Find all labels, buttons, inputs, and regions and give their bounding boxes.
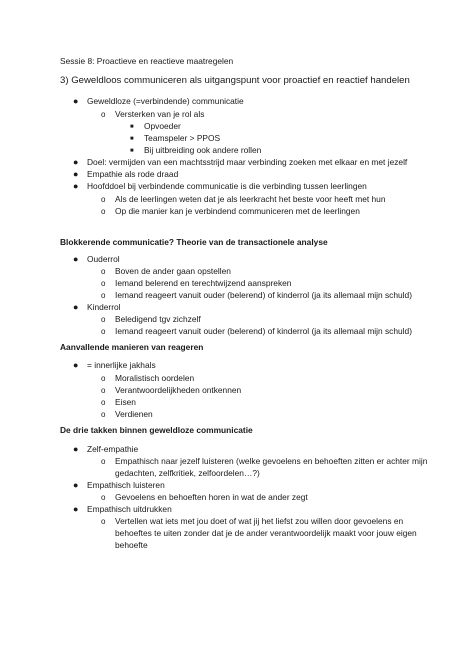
circle-bullet-icon: o — [101, 374, 106, 383]
list-item: Verantwoordelijkheden ontkennen — [115, 385, 242, 395]
list-item: Empathisch uitdrukken — [87, 504, 172, 514]
circle-bullet-icon: o — [101, 398, 106, 407]
list-item: Hoofddoel bij verbindende communicatie is die verbinding tussen leerlingen — [87, 181, 367, 191]
circle-bullet-icon: o — [101, 493, 106, 502]
list-item: Moralistisch oordelen — [115, 373, 195, 383]
bullet-icon: ● — [73, 169, 79, 179]
circle-bullet-icon: o — [101, 279, 106, 288]
circle-bullet-icon: o — [101, 207, 106, 216]
session-title: Sessie 8: Proactieve en reactieve maatregelen — [60, 56, 234, 66]
list-item: Gevoelens en behoeften horen in wat de ander zegt — [115, 492, 308, 502]
circle-bullet-icon: o — [101, 291, 106, 300]
bullet-icon: ● — [73, 444, 79, 454]
circle-bullet-icon: o — [101, 110, 106, 119]
section-heading: De drie takken binnen geweldloze communicatie — [60, 425, 253, 435]
list-item: Iemand reageert vanuit ouder (belerend) of kinderrol (ja its allemaal mijn schuld) — [115, 290, 412, 300]
list-item-continuation: behoeftes te uiten zonder dat je de ander verantwoordelijk maakt voor jouw eigen — [115, 528, 417, 538]
list-item: Empathie als rode draad — [87, 169, 179, 179]
circle-bullet-icon: o — [101, 315, 106, 324]
list-item: Ouderrol — [87, 254, 120, 264]
list-item: Kinderrol — [87, 302, 121, 312]
circle-bullet-icon: o — [101, 267, 106, 276]
circle-bullet-icon: o — [101, 327, 106, 336]
bullet-icon: ● — [73, 157, 79, 167]
circle-bullet-icon: o — [101, 457, 106, 466]
list-item: Doel: vermijden van een machtsstrijd maar verbinding zoeken met elkaar en met jezelf — [87, 157, 408, 167]
bullet-icon: ● — [73, 360, 79, 370]
list-item: Beledigend tgv zichzelf — [115, 314, 201, 324]
list-item: Eisen — [115, 397, 136, 407]
bullet-icon: ● — [73, 181, 79, 191]
list-item: Versterken van je rol als — [115, 109, 205, 119]
bullet-icon: ● — [73, 254, 79, 264]
list-item: = innerlijke jakhals — [87, 360, 156, 370]
bullet-icon: ● — [73, 302, 79, 312]
circle-bullet-icon: o — [101, 386, 106, 395]
circle-bullet-icon: o — [101, 195, 106, 204]
list-item: Als de leerlingen weten dat je als leerkracht het beste voor heeft met hun — [115, 194, 386, 204]
list-item: Geweldloze (=verbindende) communicatie — [87, 96, 244, 106]
list-item: Zelf-empathie — [87, 444, 139, 454]
list-item: Iemand reageert vanuit ouder (belerend) of kinderrol (ja its allemaal mijn schuld) — [115, 326, 412, 336]
bullet-icon: ● — [73, 96, 79, 106]
list-item: Empathisch naar jezelf luisteren (welke gevoelens en behoeften zitten er achter mijn — [115, 456, 428, 466]
list-item: Vertellen wat iets met jou doet of wat jij het liefst zou willen door gevoelens en — [115, 516, 404, 526]
list-item: Verdienen — [115, 409, 153, 419]
list-item: Teamspeler > PPOS — [144, 133, 221, 143]
bullet-icon: ● — [73, 504, 79, 514]
circle-bullet-icon: o — [101, 410, 106, 419]
square-bullet-icon: ■ — [130, 136, 134, 142]
list-item: Op die manier kan je verbindend communiceren met de leerlingen — [115, 206, 360, 216]
bullet-icon: ● — [73, 480, 79, 490]
list-item: Iemand belerend en terechtwijzend aanspreken — [115, 278, 292, 288]
heading-3: 3) Geweldloos communiceren als uitgangspunt voor proactief en reactief handelen — [60, 75, 410, 86]
circle-bullet-icon: o — [101, 517, 106, 526]
list-item: Boven de ander gaan opstellen — [115, 266, 231, 276]
list-item-continuation: gedachten, zelfkritiek, zelfoordelen…?) — [115, 468, 260, 478]
square-bullet-icon: ■ — [130, 148, 134, 154]
section-heading: Aanvallende manieren van reageren — [60, 342, 204, 352]
list-item: Opvoeder — [144, 121, 181, 131]
list-item: Empathisch luisteren — [87, 480, 165, 490]
list-item: Bij uitbreiding ook andere rollen — [144, 145, 262, 155]
section-heading: Blokkerende communicatie? Theorie van de transactionele analyse — [60, 237, 328, 247]
square-bullet-icon: ■ — [130, 124, 134, 130]
list-item-continuation: behoefte — [115, 540, 148, 550]
